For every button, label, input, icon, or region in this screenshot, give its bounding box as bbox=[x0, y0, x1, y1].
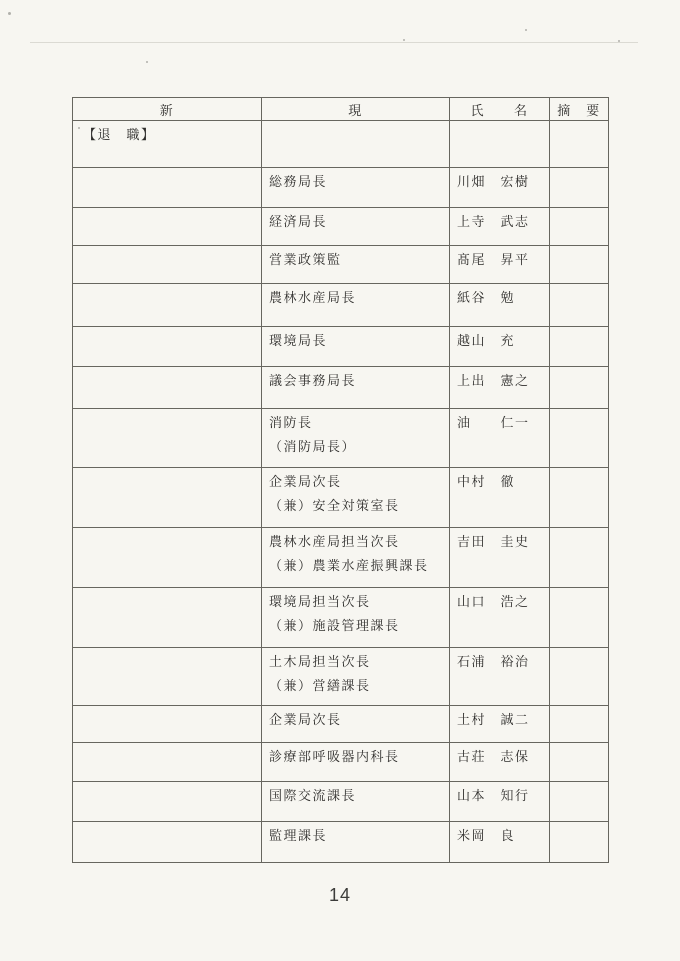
cell-name bbox=[450, 284, 550, 327]
cell-new bbox=[73, 528, 262, 588]
person-name: 土村 誠二 bbox=[457, 712, 530, 727]
page-number: 14 bbox=[328, 885, 352, 905]
table-row bbox=[73, 648, 609, 706]
cell-name bbox=[450, 367, 550, 409]
cell-remark bbox=[550, 648, 609, 706]
person-name: 上出 憲之 bbox=[457, 373, 530, 388]
cell-remark bbox=[550, 743, 609, 782]
current-title: 経済局長 bbox=[269, 214, 328, 229]
cell-new bbox=[73, 367, 262, 409]
cell-name bbox=[450, 409, 550, 468]
current-title: 議会事務局長 bbox=[269, 373, 357, 388]
cell-new bbox=[73, 468, 262, 528]
table-row bbox=[73, 327, 609, 367]
cell-remark bbox=[550, 588, 609, 648]
person-name: 油 仁一 bbox=[457, 415, 530, 430]
table-row bbox=[73, 367, 609, 409]
cell-current bbox=[262, 367, 450, 409]
scan-artifact-speck bbox=[403, 39, 405, 41]
personnel-table bbox=[72, 97, 609, 863]
cell-remark bbox=[550, 208, 609, 246]
current-subtitle: （兼）施設管理課長 bbox=[269, 618, 400, 633]
person-name: 山口 浩之 bbox=[457, 594, 530, 609]
cell-current bbox=[262, 648, 450, 706]
cell-name bbox=[450, 743, 550, 782]
current-subtitle: （兼）安全対策室長 bbox=[269, 498, 400, 513]
cell-remark bbox=[550, 782, 609, 822]
cell-name bbox=[450, 468, 550, 528]
cell-remark bbox=[550, 246, 609, 284]
cell-current bbox=[262, 284, 450, 327]
table-row bbox=[73, 468, 609, 528]
cell-current bbox=[262, 121, 450, 168]
current-title: 監理課長 bbox=[269, 828, 328, 843]
person-name: 米岡 良 bbox=[457, 828, 516, 843]
table-row bbox=[73, 284, 609, 327]
current-subtitle: （兼）農業水産振興課長 bbox=[269, 558, 429, 573]
cell-remark bbox=[550, 327, 609, 367]
current-title: 土木局担当次長 bbox=[269, 654, 371, 669]
cell-current bbox=[262, 706, 450, 743]
cell-current bbox=[262, 743, 450, 782]
table-row bbox=[73, 706, 609, 743]
table-row bbox=[73, 528, 609, 588]
scan-artifact-speck bbox=[618, 40, 620, 42]
header-cell-new: 新 bbox=[73, 98, 262, 121]
section-label: 【退 職】 bbox=[83, 127, 156, 142]
table-row bbox=[73, 822, 609, 863]
cell-new bbox=[73, 648, 262, 706]
scan-artifact-speck bbox=[8, 12, 11, 15]
cell-current bbox=[262, 409, 450, 468]
cell-current bbox=[262, 782, 450, 822]
table-header-row bbox=[73, 98, 609, 121]
cell-new bbox=[73, 743, 262, 782]
current-title: 農林水産局長 bbox=[269, 290, 357, 305]
table-row bbox=[73, 743, 609, 782]
cell-name bbox=[450, 588, 550, 648]
cell-remark bbox=[550, 706, 609, 743]
cell-new bbox=[73, 588, 262, 648]
cell-new bbox=[73, 327, 262, 367]
cell-new bbox=[73, 284, 262, 327]
header-cell-remark: 摘 要 bbox=[550, 98, 609, 121]
cell-current bbox=[262, 327, 450, 367]
current-title: 診療部呼吸器内科長 bbox=[269, 749, 400, 764]
current-title: 消防長 bbox=[269, 415, 313, 430]
cell-new bbox=[73, 822, 262, 863]
cell-name bbox=[450, 208, 550, 246]
cell-current bbox=[262, 246, 450, 284]
current-title: 環境局担当次長 bbox=[269, 594, 371, 609]
cell-name bbox=[450, 168, 550, 208]
person-name: 上寺 武志 bbox=[457, 214, 530, 229]
person-name: 古荘 志保 bbox=[457, 749, 530, 764]
person-name: 石浦 裕治 bbox=[457, 654, 530, 669]
header-cell-current: 現 bbox=[262, 98, 450, 121]
table-row bbox=[73, 409, 609, 468]
cell-current bbox=[262, 822, 450, 863]
cell-current bbox=[262, 528, 450, 588]
cell-remark bbox=[550, 284, 609, 327]
cell-remark bbox=[550, 121, 609, 168]
cell-remark bbox=[550, 528, 609, 588]
current-title: 企業局次長 bbox=[269, 474, 342, 489]
current-title: 総務局長 bbox=[269, 174, 328, 189]
cell-new bbox=[73, 409, 262, 468]
cell-name bbox=[450, 327, 550, 367]
cell-name bbox=[450, 246, 550, 284]
table-row bbox=[73, 782, 609, 822]
cell-new bbox=[73, 168, 262, 208]
cell-remark bbox=[550, 822, 609, 863]
table-row bbox=[73, 588, 609, 648]
current-title: 環境局長 bbox=[269, 333, 328, 348]
person-name: 紙谷 勉 bbox=[457, 290, 516, 305]
cell-current bbox=[262, 468, 450, 528]
current-title: 営業政策監 bbox=[269, 252, 342, 267]
table-row bbox=[73, 246, 609, 284]
cell-new bbox=[73, 208, 262, 246]
cell-current bbox=[262, 208, 450, 246]
cell-name bbox=[450, 121, 550, 168]
scan-artifact-streak bbox=[30, 42, 638, 43]
cell-new bbox=[73, 246, 262, 284]
cell-name bbox=[450, 648, 550, 706]
person-name: 越山 充 bbox=[457, 333, 516, 348]
cell-name bbox=[450, 782, 550, 822]
cell-remark bbox=[550, 168, 609, 208]
cell-new bbox=[73, 706, 262, 743]
header-cell-name: 氏 名 bbox=[450, 98, 550, 121]
person-name: 髙尾 昇平 bbox=[457, 252, 530, 267]
cell-remark bbox=[550, 468, 609, 528]
table-row bbox=[73, 208, 609, 246]
table-row bbox=[73, 168, 609, 208]
cell-name bbox=[450, 822, 550, 863]
cell-name bbox=[450, 706, 550, 743]
person-name: 吉田 圭史 bbox=[457, 534, 530, 549]
cell-current bbox=[262, 168, 450, 208]
current-subtitle: （消防局長） bbox=[269, 439, 357, 454]
cell-remark bbox=[550, 367, 609, 409]
current-title: 農林水産局担当次長 bbox=[269, 534, 400, 549]
section-row bbox=[73, 121, 609, 168]
section-label-cell bbox=[73, 121, 262, 168]
current-title: 企業局次長 bbox=[269, 712, 342, 727]
person-name: 中村 徹 bbox=[457, 474, 516, 489]
cell-new bbox=[73, 782, 262, 822]
current-title: 国際交流課長 bbox=[269, 788, 357, 803]
scan-artifact-speck bbox=[146, 61, 148, 63]
person-name: 川畑 宏樹 bbox=[457, 174, 530, 189]
cell-current bbox=[262, 588, 450, 648]
current-subtitle: （兼）営繕課長 bbox=[269, 678, 371, 693]
person-name: 山本 知行 bbox=[457, 788, 530, 803]
scan-artifact-speck bbox=[525, 29, 527, 31]
cell-remark bbox=[550, 409, 609, 468]
cell-name bbox=[450, 528, 550, 588]
